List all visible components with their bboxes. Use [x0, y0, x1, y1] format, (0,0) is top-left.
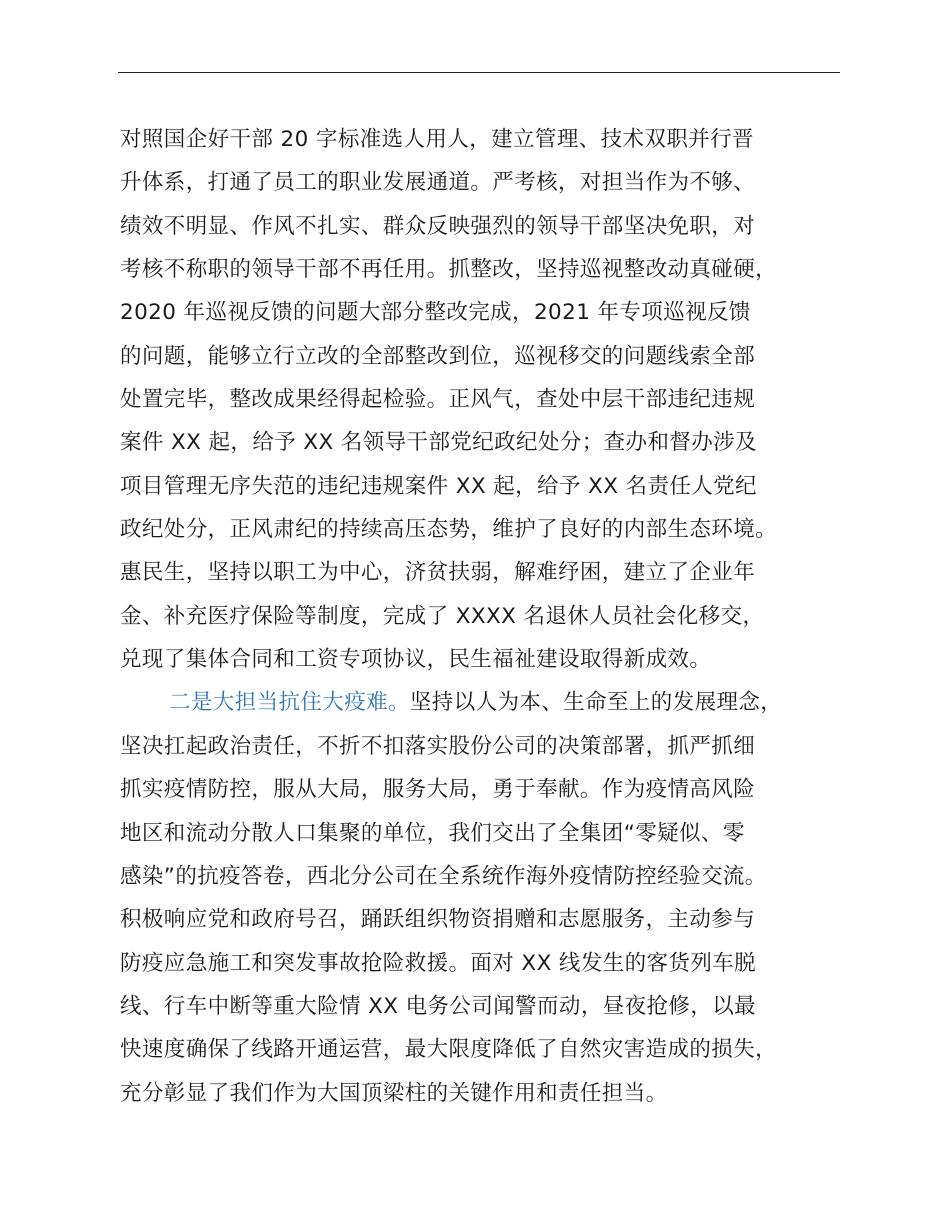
- text-line: 金、补充医疗保险等制度，完成了 XXXX 名退休人员社会化移交，: [120, 603, 765, 629]
- text-line: 惠民生，坚持以职工为中心，济贫扶弱，解难纾困，建立了企业年: [120, 560, 756, 586]
- text-line: 感染”的抗疫答卷，西北分公司在全系统作海外疫情防控经验交流。: [120, 863, 767, 889]
- text-line: 案件 XX 起，给予 XX 名领导干部党纪政纪处分；查办和督办涉及: [120, 430, 757, 456]
- text-line: 积极响应党和政府号召，踊跃组织物资捐赠和志愿服务，主动参与: [120, 907, 756, 933]
- header-rule: [118, 72, 840, 73]
- text-line: 防疫应急施工和突发事故抢险救援。面对 XX 线发生的客货列车脱: [120, 950, 757, 976]
- text-line: 坚决扛起政治责任，不折不扣落实股份公司的决策部署，抓严抓细: [120, 733, 756, 759]
- text-line: 升体系，打通了员工的职业发展通道。严考核，对担当作为不够、: [120, 170, 756, 196]
- text-line: 2020 年巡视反馈的问题大部分整改完成，2021 年专项巡视反馈: [120, 300, 751, 326]
- paragraph-first-line: [120, 681, 880, 724]
- text-line: 项目管理无序失范的违纪违规案件 XX 起，给予 XX 名责任人党纪: [120, 473, 757, 499]
- text-line: 线、行车中断等重大险情 XX 电务公司闻警而动，昼夜抢修，以最: [120, 993, 757, 1019]
- text-line: 政纪处分，正风肃纪的持续高压态势，维护了良好的内部生态环境。: [120, 517, 778, 543]
- text-line: 地区和流动分散人口集聚的单位，我们交出了全集团“零疑似、零: [120, 820, 745, 846]
- text-line: 对照国企好干部 20 字标准选人用人，建立管理、技术双职并行晋: [120, 127, 754, 152]
- text-line: 兑现了集体合同和工资专项协议，民生福祉建设取得新成效。: [120, 647, 712, 673]
- text-line: 快速度确保了线路开通运营，最大限度降低了自然灾害造成的损失，: [120, 1037, 778, 1063]
- text-line: 充分彰显了我们作为大国顶梁柱的关键作用和责任担当。: [120, 1080, 668, 1106]
- paragraph-heading: 二是大担当抗住大疫难。: [169, 690, 410, 716]
- text-line: 处置完毕，整改成果经得起检验。正风气，查处中层干部违纪违规: [120, 387, 756, 413]
- text-line: 考核不称职的领导干部不再任用。抓整改，坚持巡视整改动真碰硬，: [120, 257, 778, 283]
- body-text: [120, 118, 880, 1115]
- paragraph-first-line-rest: 坚持以人为本、生命至上的发展理念，: [409, 690, 783, 716]
- text-line: 抓实疫情防控，服从大局，服务大局，勇于奉献。作为疫情高风险: [120, 777, 756, 803]
- text-line: 的问题，能够立行立改的全部整改到位，巡视移交的问题线索全部: [120, 343, 756, 369]
- text-line: 绩效不明显、作风不扎实、群众反映强烈的领导干部坚决免职，对: [120, 213, 756, 239]
